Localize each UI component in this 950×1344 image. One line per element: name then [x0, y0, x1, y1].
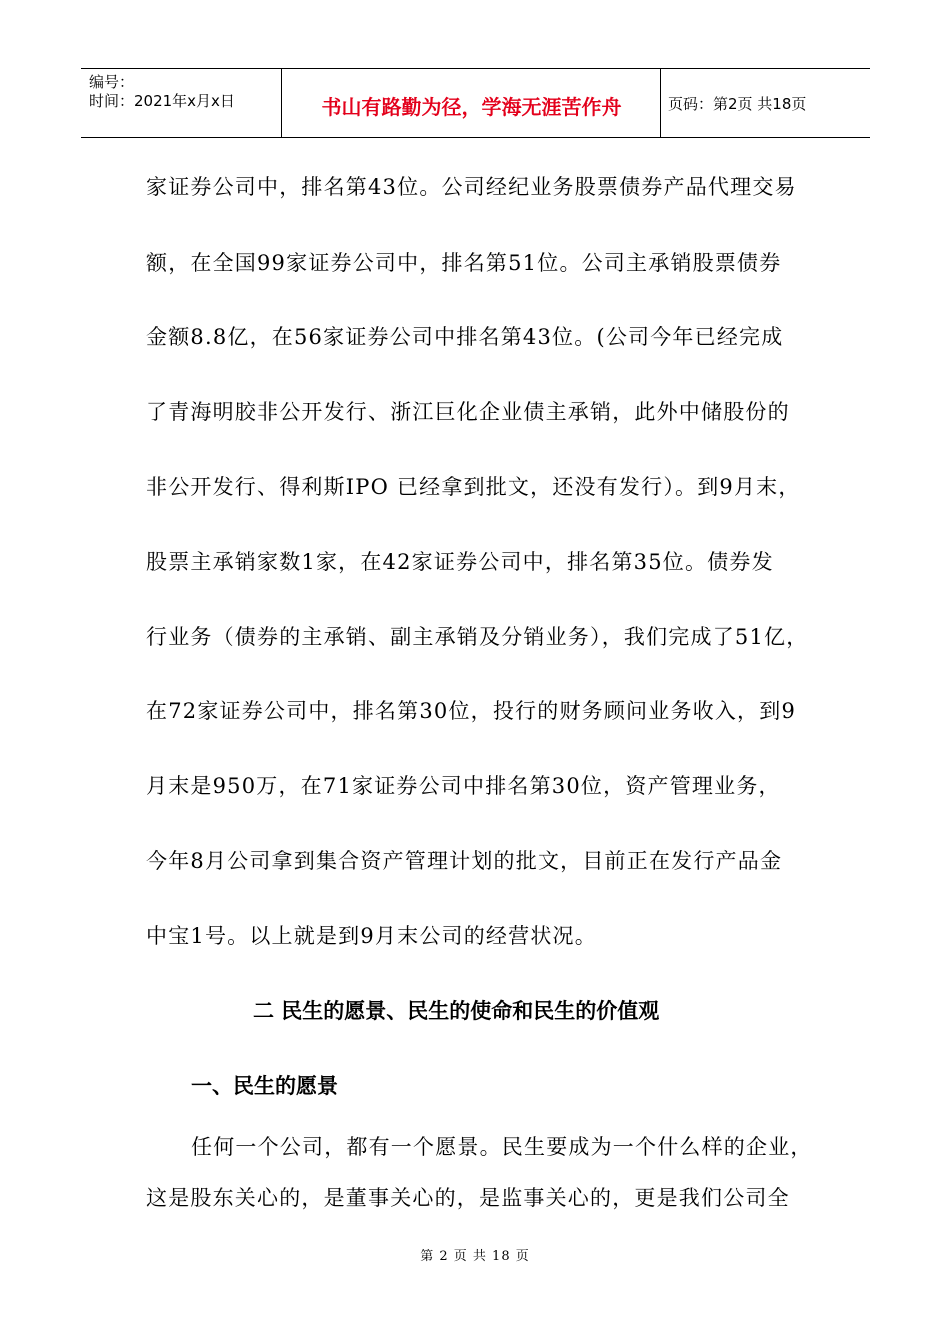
header-motto: 书山有路勤为径，学海无涯苦作舟 — [321, 95, 622, 119]
header-motto-cell — [283, 69, 661, 137]
paragraph-line: 月末是950万，在71家证券公司中排名第30位，资产管理业务， — [146, 774, 781, 798]
paragraph-line: 行业务（债券的主承销、副主承销及分销业务），我们完成了51亿， — [146, 625, 809, 649]
document-number-label: 编号： — [89, 73, 135, 91]
document-time-label: 时间：2021年x月x日 — [89, 92, 235, 110]
paragraph-line: 家证券公司中，排名第43位。公司经纪业务股票债券产品代理交易 — [146, 175, 797, 199]
header-right-cell — [662, 69, 870, 137]
paragraph-line: 了青海明胶非公开发行、浙江巨化企业债主承销，此外中储股份的 — [146, 400, 790, 424]
paragraph-line: 今年8月公司拿到集合资产管理计划的批文，目前正在发行产品金 — [146, 849, 783, 873]
paragraph-line: 额，在全国99家证券公司中，排名第51位。公司主承销股票债券 — [146, 251, 782, 275]
paragraph-line: 股票主承销家数1家，在42家证券公司中，排名第35位。债券发 — [146, 550, 774, 574]
paragraph-line: 这是股东关心的，是董事关心的，是监事关心的，更是我们公司全 — [146, 1186, 790, 1210]
paragraph-line: 非公开发行、得利斯IPO 已经拿到批文，还没有发行）。到9月末， — [146, 475, 801, 499]
paragraph-line: 任何一个公司，都有一个愿景。民生要成为一个什么样的企业， — [191, 1135, 813, 1159]
page-header — [81, 68, 870, 138]
header-left-cell — [81, 69, 282, 137]
section-heading: 二 民生的愿景、民生的使命和民生的价值观 — [253, 999, 660, 1023]
page-footer: 第 2 页 共 18 页 — [420, 1249, 530, 1264]
paragraph-line: 中宝1号。以上就是到9月末公司的经营状况。 — [146, 924, 597, 948]
paragraph-line: 金额8.8亿，在56家证券公司中排名第43位。(公司今年已经完成 — [146, 325, 784, 349]
paragraph-line: 在72家证券公司中，排名第30位，投行的财务顾问业务收入，到9 — [146, 699, 797, 723]
subsection-heading: 一、民生的愿景 — [191, 1074, 338, 1098]
header-page-label: 页码：第2页 共18页 — [668, 95, 807, 113]
